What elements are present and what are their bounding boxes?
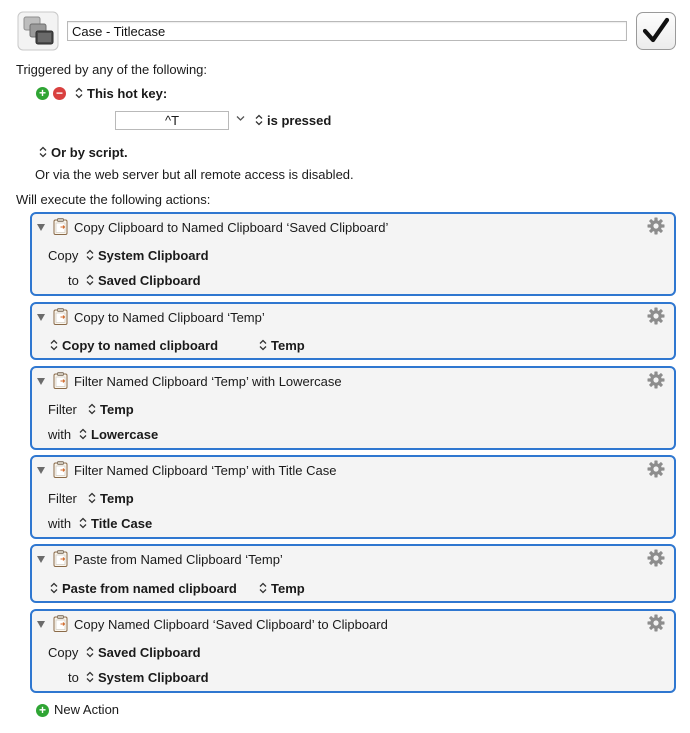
popup-value: Temp bbox=[100, 402, 134, 417]
popup-value: Lowercase bbox=[91, 427, 159, 442]
clipboard-icon bbox=[53, 550, 68, 567]
gear-icon[interactable] bbox=[647, 217, 665, 235]
triggers-heading: Triggered by any of the following: bbox=[16, 62, 208, 77]
action-title: Paste from Named Clipboard ‘Temp’ bbox=[74, 552, 283, 567]
popup-value: System Clipboard bbox=[98, 248, 209, 263]
remove-trigger-icon[interactable]: − bbox=[53, 87, 66, 100]
hotkey-state-label: is pressed bbox=[267, 113, 332, 128]
gear-icon[interactable] bbox=[647, 614, 665, 632]
disclosure-triangle-icon[interactable] bbox=[37, 378, 45, 385]
clipboard-icon bbox=[53, 615, 68, 632]
add-action-icon[interactable]: + bbox=[36, 704, 49, 717]
gear-icon[interactable] bbox=[647, 460, 665, 478]
updown-icon bbox=[50, 582, 58, 594]
hotkey-state-popup[interactable] bbox=[255, 113, 331, 129]
mode-popup[interactable] bbox=[50, 338, 218, 354]
action-title: Filter Named Clipboard ‘Temp’ with Lowercase bbox=[74, 374, 342, 389]
row-label: with bbox=[48, 516, 72, 531]
updown-icon bbox=[86, 274, 94, 286]
row-label: with bbox=[48, 427, 72, 442]
add-trigger-icon[interactable]: + bbox=[36, 87, 49, 100]
source-clipboard-popup[interactable] bbox=[86, 645, 201, 661]
clipboard-icon bbox=[53, 218, 68, 235]
updown-icon bbox=[259, 582, 267, 594]
hotkey-field[interactable]: ^T bbox=[115, 111, 229, 130]
row-label: Copy bbox=[48, 248, 79, 263]
gear-icon[interactable] bbox=[647, 371, 665, 389]
clipboard-icon bbox=[53, 372, 68, 389]
filter-clipboard-popup[interactable] bbox=[88, 402, 134, 418]
chevron-down-icon[interactable] bbox=[236, 115, 245, 122]
actions-heading: Will execute the following actions: bbox=[16, 192, 211, 207]
updown-icon bbox=[86, 671, 94, 683]
action-title: Filter Named Clipboard ‘Temp’ with Title Case bbox=[74, 463, 337, 478]
popup-value: System Clipboard bbox=[98, 670, 209, 685]
checkmark-icon bbox=[640, 16, 672, 46]
gear-icon[interactable] bbox=[647, 307, 665, 325]
action-copy-to-named-clipboard[interactable] bbox=[30, 212, 676, 296]
filter-clipboard-popup[interactable] bbox=[88, 491, 134, 507]
updown-icon bbox=[255, 114, 263, 126]
named-clipboard-popup[interactable] bbox=[259, 338, 305, 354]
filter-type-popup[interactable] bbox=[79, 427, 158, 443]
popup-value: Temp bbox=[271, 581, 305, 596]
named-clipboard-popup[interactable] bbox=[259, 581, 305, 597]
disclosure-triangle-icon[interactable] bbox=[37, 467, 45, 474]
updown-icon bbox=[259, 339, 267, 351]
updown-icon bbox=[39, 146, 47, 158]
gear-icon[interactable] bbox=[647, 549, 665, 567]
disclosure-triangle-icon[interactable] bbox=[37, 556, 45, 563]
disclosure-triangle-icon[interactable] bbox=[37, 314, 45, 321]
macro-name-field[interactable] bbox=[67, 21, 627, 41]
clipboard-icon bbox=[53, 461, 68, 478]
new-action-button[interactable]: New Action bbox=[54, 702, 120, 717]
web-server-note: Or via the web server but all remote access is disabled. bbox=[35, 167, 354, 182]
updown-icon bbox=[88, 492, 96, 504]
macro-enable-checkbox[interactable] bbox=[636, 12, 676, 50]
action-title: Copy Clipboard to Named Clipboard ‘Saved Clipboard’ bbox=[74, 220, 389, 235]
updown-icon bbox=[88, 403, 96, 415]
action-filter-lowercase[interactable] bbox=[30, 366, 676, 450]
action-title: Copy to Named Clipboard ‘Temp’ bbox=[74, 310, 265, 325]
row-label: Copy bbox=[48, 645, 79, 660]
row-label: Filter bbox=[48, 491, 77, 506]
row-label: Filter bbox=[48, 402, 77, 417]
popup-value: Temp bbox=[100, 491, 134, 506]
popup-value: Paste from named clipboard bbox=[62, 581, 237, 596]
row-label: to bbox=[68, 273, 79, 288]
action-title: Copy Named Clipboard ‘Saved Clipboard’ to Clipboard bbox=[74, 617, 388, 632]
popup-value: Saved Clipboard bbox=[98, 273, 201, 288]
popup-value: Temp bbox=[271, 338, 305, 353]
clipboard-icon bbox=[53, 308, 68, 325]
updown-icon bbox=[79, 517, 87, 529]
action-paste-from-named-clipboard[interactable] bbox=[30, 544, 676, 603]
trigger-type-popup[interactable] bbox=[75, 86, 167, 102]
popup-value: Saved Clipboard bbox=[98, 645, 201, 660]
updown-icon bbox=[75, 87, 83, 99]
script-trigger-popup[interactable] bbox=[39, 145, 128, 161]
trigger-type-label: This hot key: bbox=[87, 86, 168, 101]
filter-type-popup[interactable] bbox=[79, 516, 152, 532]
row-label: to bbox=[68, 670, 79, 685]
popup-value: Title Case bbox=[91, 516, 153, 531]
updown-icon bbox=[86, 249, 94, 261]
disclosure-triangle-icon[interactable] bbox=[37, 621, 45, 628]
script-trigger-label: Or by script. bbox=[51, 145, 128, 160]
source-clipboard-popup[interactable] bbox=[86, 248, 209, 264]
disclosure-triangle-icon[interactable] bbox=[37, 224, 45, 231]
popup-value: Copy to named clipboard bbox=[62, 338, 219, 353]
target-clipboard-popup[interactable] bbox=[86, 670, 209, 686]
target-clipboard-popup[interactable] bbox=[86, 273, 201, 289]
action-filter-title-case[interactable] bbox=[30, 455, 676, 539]
macro-icon[interactable] bbox=[17, 11, 59, 51]
mode-popup[interactable] bbox=[50, 581, 237, 597]
updown-icon bbox=[79, 428, 87, 440]
updown-icon bbox=[86, 646, 94, 658]
updown-icon bbox=[50, 339, 58, 351]
action-copy-named-to-clipboard[interactable] bbox=[30, 609, 676, 693]
action-copy-to-named-clipboard-temp[interactable] bbox=[30, 302, 676, 360]
